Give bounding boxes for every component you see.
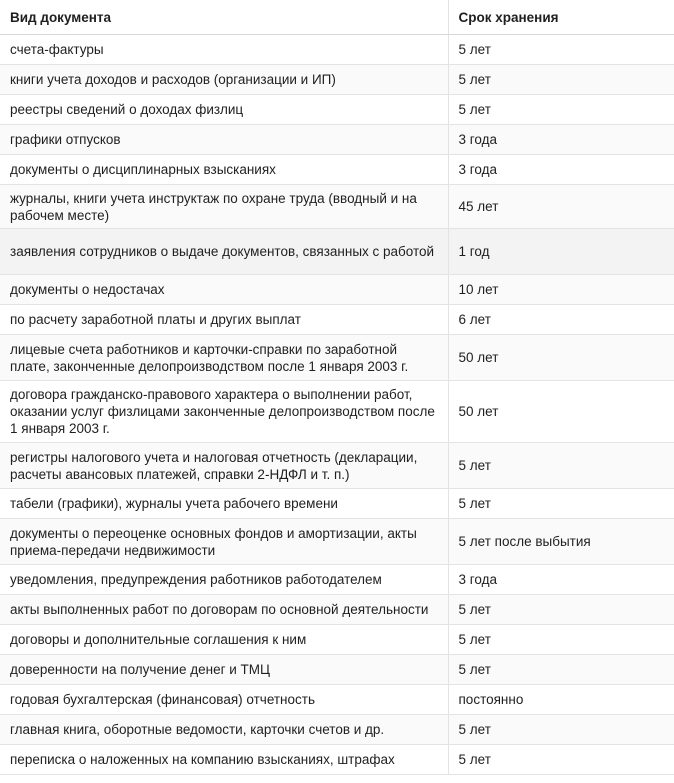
table-row xyxy=(0,745,674,775)
document-type-cell: переписка о наложенных на компанию взысканиях, штрафах xyxy=(0,745,448,775)
table-row xyxy=(0,35,674,65)
retention-period-cell: постоянно xyxy=(448,685,674,715)
retention-period-cell: 3 года xyxy=(448,155,674,185)
retention-period-cell: 6 лет xyxy=(448,305,674,335)
retention-period-cell: 5 лет после выбытия xyxy=(448,519,674,565)
retention-period-cell: 5 лет xyxy=(448,625,674,655)
table-row xyxy=(0,305,674,335)
table-row xyxy=(0,655,674,685)
column-header-document-type: Вид документа xyxy=(0,0,448,35)
document-type-cell: документы о переоценке основных фондов и амортизации, акты приема-передачи недвижимости xyxy=(0,519,448,565)
table-row xyxy=(0,489,674,519)
retention-period-cell: 5 лет xyxy=(448,35,674,65)
document-type-cell: журналы, книги учета инструктаж по охране труда (вводный и на рабочем месте) xyxy=(0,185,448,229)
retention-period-cell: 50 лет xyxy=(448,335,674,381)
document-type-cell: уведомления, предупреждения работников работодателем xyxy=(0,565,448,595)
document-type-cell: главная книга, оборотные ведомости, карточки счетов и др. xyxy=(0,715,448,745)
document-type-cell: документы о дисциплинарных взысканиях xyxy=(0,155,448,185)
table-row xyxy=(0,381,674,443)
table-row xyxy=(0,275,674,305)
document-type-cell: акты выполненных работ по договорам по основной деятельности xyxy=(0,595,448,625)
document-type-cell: графики отпусков xyxy=(0,125,448,155)
retention-period-cell: 10 лет xyxy=(448,275,674,305)
retention-period-cell: 5 лет xyxy=(448,95,674,125)
table-row xyxy=(0,335,674,381)
table-row xyxy=(0,519,674,565)
document-type-cell: заявления сотрудников о выдаче документов, связанных с работой xyxy=(0,229,448,275)
retention-period-cell: 5 лет xyxy=(448,655,674,685)
document-type-cell: счета-фактуры xyxy=(0,35,448,65)
table-row xyxy=(0,125,674,155)
document-type-cell: книги учета доходов и расходов (организации и ИП) xyxy=(0,65,448,95)
table-row xyxy=(0,65,674,95)
table-row xyxy=(0,185,674,229)
retention-period-cell: 5 лет xyxy=(448,65,674,95)
table-row xyxy=(0,625,674,655)
table-row xyxy=(0,685,674,715)
table-row xyxy=(0,155,674,185)
retention-period-cell: 5 лет xyxy=(448,595,674,625)
retention-period-cell: 5 лет xyxy=(448,715,674,745)
document-type-cell: реестры сведений о доходах физлиц xyxy=(0,95,448,125)
document-type-cell: по расчету заработной платы и других выплат xyxy=(0,305,448,335)
document-type-cell: годовая бухгалтерская (финансовая) отчетность xyxy=(0,685,448,715)
column-header-retention-period: Срок хранения xyxy=(448,0,674,35)
document-type-cell: лицевые счета работников и карточки-справки по заработной плате, законченные делопроизводством после 1 января 2003 г. xyxy=(0,335,448,381)
retention-period-cell: 3 года xyxy=(448,125,674,155)
retention-period-cell: 5 лет xyxy=(448,745,674,775)
retention-period-cell: 5 лет xyxy=(448,443,674,489)
document-type-cell: табели (графики), журналы учета рабочего времени xyxy=(0,489,448,519)
table-row xyxy=(0,595,674,625)
document-type-cell: доверенности на получение денег и ТМЦ xyxy=(0,655,448,685)
document-type-cell: договоры и дополнительные соглашения к ним xyxy=(0,625,448,655)
table-header-row xyxy=(0,0,674,35)
table-row xyxy=(0,229,674,275)
retention-period-cell: 45 лет xyxy=(448,185,674,229)
document-type-cell: документы о недостачах xyxy=(0,275,448,305)
table-row xyxy=(0,443,674,489)
document-type-cell: регистры налогового учета и налоговая отчетность (декларации, расчеты авансовых платежей, справки 2-НДФЛ и т. п.) xyxy=(0,443,448,489)
table-row xyxy=(0,565,674,595)
document-type-cell: договора гражданско-правового характера о выполнении работ, оказании услуг физлицами законченные делопроизводством после 1 января 2003 г. xyxy=(0,381,448,443)
retention-period-cell: 1 год xyxy=(448,229,674,275)
table-row xyxy=(0,95,674,125)
table-row xyxy=(0,715,674,745)
retention-period-cell: 5 лет xyxy=(448,489,674,519)
retention-period-cell: 3 года xyxy=(448,565,674,595)
retention-period-cell: 50 лет xyxy=(448,381,674,443)
